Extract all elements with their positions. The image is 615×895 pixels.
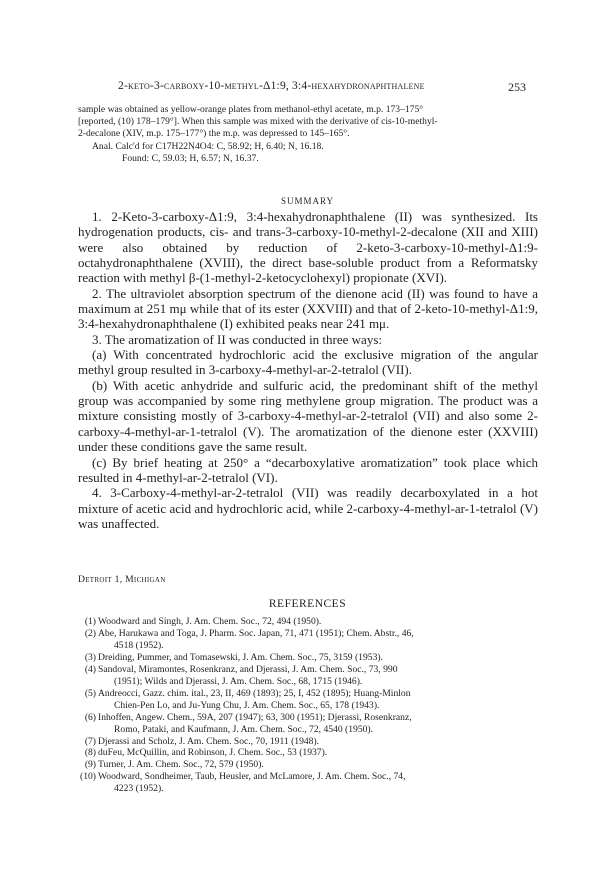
reference-item: (9) Turner, J. Am. Chem. Soc., 72, 579 (1950). [84, 759, 264, 771]
sample-line-1: sample was obtained as yellow-orange plates from methanol-ethyl acetate, m.p. 173–175° [78, 104, 424, 115]
reference-item: (2) Abe, Harukawa and Toga, J. Pharm. Soc. Japan, 71, 471 (1951); Chem. Abstr., 46, 4518 (1952). [84, 627, 414, 651]
analysis-calculated: Anal. Calc'd for C17H22N4O4: C, 58.92; H, 6.40; N, 16.18. [92, 140, 324, 152]
reference-item: (7) Djerassi and Scholz, J. Am. Chem. Soc., 70, 1911 (1948). [84, 735, 320, 747]
running-title: 2-keto-3-carboxy-10-methyl-Δ1:9, 3:4-hexahydronaphthalene [118, 80, 425, 92]
reference-item: (5) Andreocci, Gazz. chim. ital., 23, II, 469 (1893); 25, I, 452 (1895); Huang-Minlon Chien-Pen Lo, and Ju-Yung Chu, J. Am. Chem. Soc., 65, 178 (1943). [84, 687, 411, 711]
author-location: Detroit 1, Michigan [78, 574, 166, 585]
summary-item-3b: (b) With acetic anhydride and sulfuric acid, the predominant shift of the methyl group was accompanied by some ring methylene group migration. The product was a mixture consisting mostly of 3-carboxy-4-methyl-ar-2-tetralol (VII) and also some 2-carboxy-4-methyl-ar-1-tetralol (V). The aromatization of the dienone ester (XXVIII) under these conditions gave the same result. [78, 377, 538, 455]
reference-item: (10) Woodward, Sondheimer, Taub, Heusler, and McLamore, J. Am. Chem. Soc., 74, 4223 (1952). [80, 771, 406, 795]
references-heading: REFERENCES [268, 598, 347, 610]
page-number: 253 [508, 80, 526, 94]
reference-list [76, 616, 546, 795]
summary-item-1: 1. 2-Keto-3-carboxy-Δ1:9, 3:4-hexahydronaphthalene (II) was synthesized. Its hydrogenation products, cis- and trans-3-carboxy-10-methyl-2-decalone (XII and XIII) were also obtained by reduction of 2-keto-3-carboxy-10-methyl-Δ1:9-octahydronaphthalene (XVIII), the direct base-soluble product from a Reformatsky reaction with methyl β-(1-methyl-2-ketocyclohexyl) propionate (XVI). [78, 209, 538, 286]
sample-line-2: [reported, (10) 178–179°]. When this sample was mixed with the derivative of cis-10-methyl- [78, 116, 438, 128]
sample-paragraph [78, 104, 538, 165]
reference-item: (3) Dreiding, Pummer, and Tomasewski, J. Am. Chem. Soc., 75, 3159 (1953). [84, 651, 383, 663]
summary-item-2: 2. The ultraviolet absorption spectrum of the dienone acid (II) was found to have a maximum at 251 mμ while that of its ester (XXVIII) and that of 2-keto-10-methyl-Δ1:9, 3:4-hexahydronaphthalene (I) exhibited peaks near 241 mμ. [78, 285, 538, 332]
summary-heading: SUMMARY [280, 196, 334, 206]
analysis-found: Found: C, 59.03; H, 6.57; N, 16.37. [122, 152, 259, 164]
summary-item-3c: (c) By brief heating at 250° a “decarboxylative aromatization” took place which resulted in 4-methyl-ar-2-tetralol (VI). [78, 454, 538, 485]
running-header [0, 80, 615, 94]
summary-item-4: 4. 3-Carboxy-4-methyl-ar-2-tetralol (VII) was readily decarboxylated in a hot mixture of acetic acid and hydrochloric acid, while 2-carboxy-4-methyl-ar-1-tetralol (V) was unaffected. [78, 485, 538, 531]
reference-item: (6) Inhoffen, Angew. Chem., 59A, 207 (1947); 63, 300 (1951); Djerassi, Rosenkranz, Romo, Pataki, and Kaufmann, J. Am. Chem. Soc., 72, 4540 (1950). [84, 711, 412, 735]
reference-item: (4) Sandoval, Miramontes, Rosenkranz, and Djerassi, J. Am. Chem. Soc., 73, 990 (1951); Wilds and Djerassi, J. Am. Chem. Soc., 68, 1715 (1946). [84, 663, 398, 687]
summary-item-3: 3. The aromatization of II was conducted in three ways: [92, 331, 382, 347]
summary-body [78, 209, 538, 531]
sample-line-3: 2-decalone (XIV, m.p. 175–177°) the m.p. was depressed to 145–165°. [78, 128, 350, 140]
reference-item: (1) Woodward and Singh, J. Am. Chem. Soc., 72, 494 (1950). [84, 616, 322, 627]
summary-item-3a: (a) With concentrated hydrochloric acid the exclusive migration of the angular methyl group resulted in 3-carboxy-4-methyl-ar-2-tetralol (VII). [78, 347, 538, 378]
reference-item: (8) duFeu, McQuillin, and Robinson, J. Chem. Soc., 53 (1937). [84, 747, 328, 759]
